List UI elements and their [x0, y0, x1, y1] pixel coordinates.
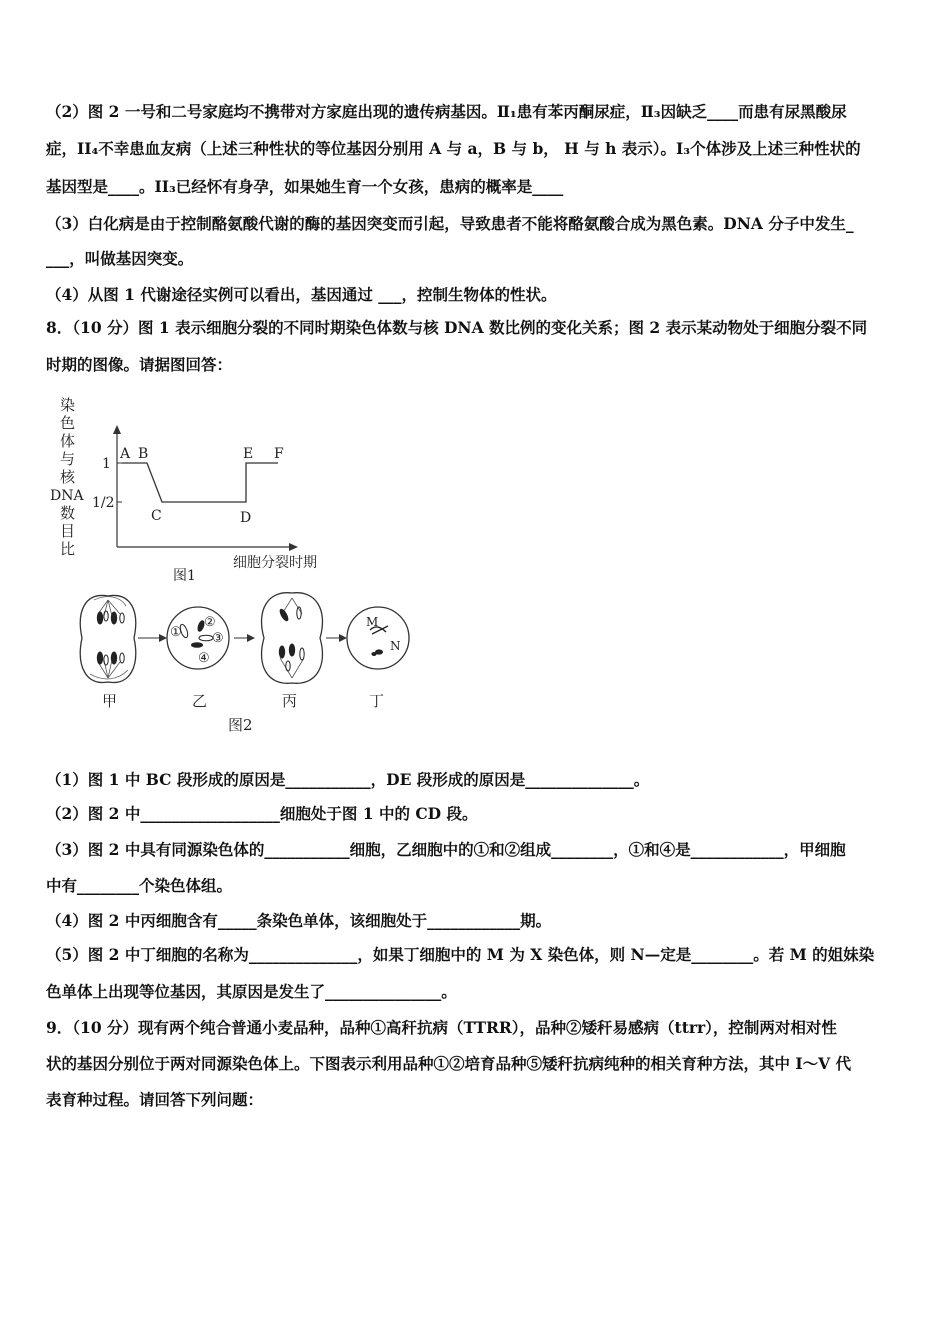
text-line-6: （4）从图 1 代谢途径实例可以看出，基因通过 ___，控制生物体的性状。: [46, 285, 557, 304]
ratio-line: [122, 463, 278, 502]
y-axis-arrow: [113, 425, 121, 434]
ylabel-char: 色: [60, 414, 76, 432]
arrow-yi-bing-head: [247, 634, 255, 642]
cell-label-yi: 乙: [192, 692, 208, 710]
label-1: ①: [170, 625, 182, 640]
label-4: ④: [198, 651, 210, 666]
cell-ding: [347, 607, 409, 669]
figure-1-caption: 图1: [173, 568, 196, 584]
q8-part-3: （3）图 2 中具有同源染色体的___________细胞，乙细胞中的①和②组成________，①和④是____________，甲细胞: [46, 840, 846, 859]
label-N: N: [390, 639, 401, 653]
cell-label-bing: 丙: [282, 692, 298, 710]
point-label-E: E: [243, 446, 254, 462]
ylabel-char: DNA: [50, 488, 84, 504]
question-8-stem: 8．（10 分）图 1 表示细胞分裂的不同时期染色体数与核 DNA 数比例的变化关系；图 2 表示某动物处于细胞分裂不同: [46, 318, 868, 337]
q8-part-2: （2）图 2 中__________________细胞处于图 1 中的 CD 段。: [46, 804, 478, 823]
q8-part-5-cont: 色单体上出现等位基因，其原因是发生了_______________。: [46, 982, 457, 1001]
cell-label-ding: 丁: [369, 692, 385, 710]
q8-part-4: （4）图 2 中丙细胞含有_____条染色单体，该细胞处于____________期。: [46, 911, 552, 930]
ylabel-char: 比: [60, 540, 76, 558]
ylabel-char: 染: [60, 396, 76, 414]
question-8-stem-cont: 时期的图像。请据图回答：: [46, 355, 233, 374]
cell-yi: [167, 607, 229, 669]
ylabel-char: 数: [60, 504, 76, 522]
figure-2-caption: 图2: [228, 716, 253, 734]
point-label-D: D: [240, 510, 252, 526]
ylabel-char: 体: [60, 432, 76, 450]
figure-2-cells: [70, 588, 420, 736]
text-line-3: 基因型是____。II₃已经怀有身孕，如果她生育一个女孩，患病的概率是____: [46, 177, 564, 196]
y-tick-half: 1/2: [92, 495, 115, 511]
y-tick-1: 1: [102, 456, 111, 472]
x-axis-label: 细胞分裂时期: [233, 555, 317, 571]
text-line-5: ___，叫做基因突变。: [46, 249, 194, 268]
point-label-C: C: [151, 508, 162, 524]
text-line-4: （3）白化病是由于控制酪氨酸代谢的酶的基因突变而引起，导致患者不能将酪氨酸合成为黑色素。DNA 分子中发生_: [46, 214, 854, 233]
ylabel-char: 核: [60, 468, 76, 486]
label-3: ③: [212, 631, 224, 646]
question-9-stem-end: 表育种过程。请回答下列问题：: [46, 1090, 264, 1109]
x-axis-arrow: [289, 543, 298, 551]
label-M: M: [366, 615, 379, 629]
q8-part-1: （1）图 1 中 BC 段形成的原因是___________，DE 段形成的原因是______________。: [46, 770, 650, 789]
arrow-bing-ding-head: [339, 634, 347, 642]
arrow-jia-yi-head: [159, 634, 167, 642]
label-2: ②: [204, 615, 216, 630]
point-label-F: F: [274, 446, 284, 462]
cell-label-jia: 甲: [102, 692, 118, 710]
point-label-A: A: [120, 446, 131, 462]
q8-part-3-cont: 中有________个染色体组。: [46, 876, 233, 895]
question-9-stem-cont: 状的基因分别位于两对同源染色体上。下图表示利用品种①②培育品种⑤矮秆抗病纯种的相关育种方法，其中 I～V 代: [46, 1054, 852, 1073]
question-9-stem: 9．（10 分）现有两个纯合普通小麦品种，品种①高秆抗病（TTRR），品种②矮秆易感病（ttrr），控制两对相对性: [46, 1018, 837, 1037]
figure-1-ylabel: [50, 396, 84, 558]
text-line-1: （2）图 2 一号和二号家庭均不携带对方家庭出现的遗传病基因。Ⅱ₁患有苯丙酮尿症，Ⅱ₃因缺乏____而患有尿黑酸尿: [46, 102, 847, 121]
q8-part-5: （5）图 2 中丁细胞的名称为______________，如果丁细胞中的 M 为 X 染色体，则 N—定是________。若 M 的姐妹染: [46, 945, 875, 964]
ylabel-char: 与: [60, 450, 76, 468]
ylabel-char: 目: [60, 522, 76, 540]
figure-1-chart: [50, 392, 360, 592]
point-label-B: B: [138, 446, 149, 462]
cell-bing: [262, 593, 323, 684]
text-line-2: 症，II₄不幸患血友病（上述三种性状的等位基因分别用 A 与 a，B 与 b， H 与 h 表示）。I₃个体涉及上述三种性状的: [46, 139, 861, 158]
cell-jia: [80, 595, 135, 682]
